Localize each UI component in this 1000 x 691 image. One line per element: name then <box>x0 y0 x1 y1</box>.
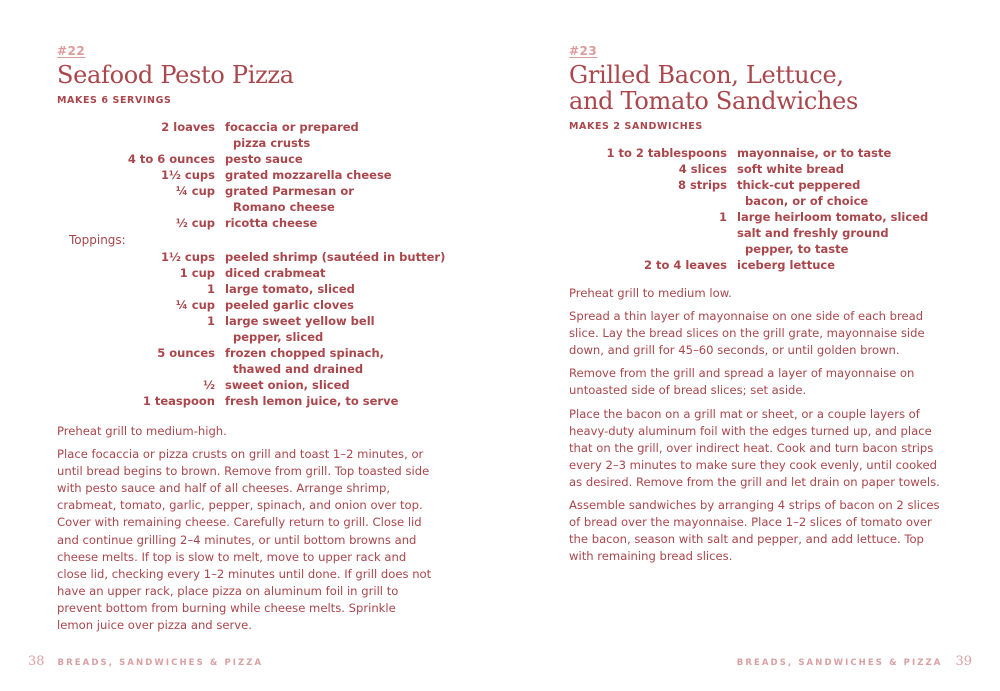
page-footer <box>737 654 972 669</box>
ingredient-row <box>572 145 972 161</box>
topping-row <box>60 297 460 313</box>
ingredient-qty: 1 <box>718 210 727 224</box>
ingredient-row <box>60 167 460 183</box>
ingredient-qty: ¼ cup <box>175 184 215 198</box>
ingredient-qty: 4 to 6 ounces <box>127 152 215 166</box>
page-footer <box>28 654 263 669</box>
ingredient-qty: 1 <box>206 282 215 296</box>
ingredient-row <box>572 209 972 225</box>
ingredient-item: mayonnaise, or to taste <box>737 146 892 160</box>
method-step: Spread a thin layer of mayonnaise on one side of each bread slice. Lay the bread slices on the grill grate, mayonnaise side down, and grill for 45–60 seconds, or until golden brown. <box>569 309 925 358</box>
ingredient-item: peeled shrimp (sautéed in butter) <box>225 250 446 264</box>
ingredients-list <box>60 119 460 409</box>
method-step: Preheat grill to medium-high. <box>57 424 227 438</box>
ingredient-item: iceberg lettuce <box>737 258 836 272</box>
ingredient-item: sweet onion, sliced <box>225 378 350 392</box>
ingredient-row <box>572 161 972 177</box>
ingredient-qty: ½ <box>203 378 215 392</box>
method-step: Place the bacon on a grill mat or sheet, or a couple layers of heavy-duty aluminum foil with the edges turned up, and place that on the grill, over indirect heat. Cook and turn bacon strips every 2–3 minutes to make sure they cook evenly, until cooked as desired. Remove from the grill and let drain on paper towels. <box>569 406 940 489</box>
ingredient-item: grated Parmesan or Romano cheese <box>225 184 354 214</box>
topping-row <box>60 393 460 409</box>
ingredient-row <box>60 183 460 215</box>
ingredient-item: focaccia or prepared pizza crusts <box>225 120 359 150</box>
ingredient-qty: 1 teaspoon <box>142 394 215 408</box>
ingredient-qty: 1 to 2 tablespoons <box>606 146 727 160</box>
topping-row <box>60 249 460 265</box>
topping-row <box>60 345 460 377</box>
ingredient-item: grated mozzarella cheese <box>225 168 392 182</box>
topping-row <box>60 313 460 345</box>
method-step: Place focaccia or pizza crusts on grill and toast 1–2 minutes, or until bread begins to brown. Remove from grill. Top toasted side with pesto sauce and half of all cheeses. Arrange shrimp, crabmeat, tomato, garlic, pepper, spinach, and onion over top. Cover with remaining cheese. Carefully return to grill. Close lid and continue grilling 2–4 minutes, or until bottom browns and cheese melts. If top is slow to melt, move to upper rack and close lid, checking every 1–2 minutes until done. If grill does not have an upper rack, place pizza on aluminum foil in grill to prevent bottom from burning while cheese melts. Sprinkle lemon juice over pizza and serve. <box>57 447 432 633</box>
method-step: Remove from the grill and spread a layer of mayonnaise on untoasted side of bread slices; set aside. <box>569 366 915 398</box>
recipe-number: #23 <box>569 44 598 58</box>
ingredient-qty: ½ cup <box>175 216 215 230</box>
ingredient-item: large sweet yellow bell pepper, sliced <box>225 314 375 344</box>
ingredient-item: thick-cut peppered bacon, or of choice <box>737 178 869 208</box>
recipe-yield: MAKES 2 SANDWICHES <box>569 121 703 132</box>
running-head: BREADS, SANDWICHES & PIZZA <box>57 658 264 668</box>
page-number: 38 <box>28 654 45 669</box>
recipe-yield: MAKES 6 SERVINGS <box>57 95 172 106</box>
page-number: 39 <box>955 654 972 669</box>
ingredient-qty: ¼ cup <box>175 298 215 312</box>
recipe-number: #22 <box>57 44 86 58</box>
method-step: Preheat grill to medium low. <box>569 286 732 300</box>
ingredient-qty: 2 to 4 leaves <box>643 258 727 272</box>
right-page <box>500 0 1000 691</box>
ingredient-qty: 8 strips <box>677 178 727 192</box>
ingredient-row <box>60 215 460 231</box>
ingredient-row <box>572 177 972 209</box>
recipe-title: Grilled Bacon, Lettuce, and Tomato Sandwiches <box>569 61 859 115</box>
method-step: Assemble sandwiches by arranging 4 strips of bacon on 2 slices of bread over the mayonnaise. Place 1–2 slices of tomato over the bacon, season with salt and pepper, and add lettuce. Top with remaining bread slices. <box>569 498 940 564</box>
ingredient-qty: 1 <box>206 314 215 328</box>
ingredients-list <box>572 145 972 273</box>
ingredient-qty: 2 loaves <box>161 120 215 134</box>
recipe-title: Seafood Pesto Pizza <box>57 61 294 89</box>
ingredient-item: peeled garlic cloves <box>225 298 354 312</box>
ingredient-item: fresh lemon juice, to serve <box>225 394 399 408</box>
ingredient-row <box>572 257 972 273</box>
ingredient-item: frozen chopped spinach, thawed and drained <box>225 346 385 376</box>
ingredient-qty: 5 ounces <box>157 346 215 360</box>
ingredient-qty: 1½ cups <box>161 250 215 264</box>
topping-row <box>60 281 460 297</box>
ingredient-qty: 1 cup <box>179 266 215 280</box>
ingredient-item: large tomato, sliced <box>225 282 355 296</box>
ingredient-item: pesto sauce <box>225 152 303 166</box>
ingredient-row <box>572 225 972 257</box>
topping-row <box>60 377 460 393</box>
toppings-label: Toppings: <box>69 233 126 247</box>
ingredient-item: salt and freshly ground pepper, to taste <box>737 226 889 256</box>
ingredient-row <box>60 151 460 167</box>
ingredient-qty: 1½ cups <box>161 168 215 182</box>
method-instructions <box>57 423 432 640</box>
topping-row <box>60 265 460 281</box>
ingredient-item: diced crabmeat <box>225 266 326 280</box>
method-instructions <box>569 285 947 571</box>
ingredient-item: soft white bread <box>737 162 844 176</box>
ingredient-row <box>60 119 460 151</box>
ingredient-item: large heirloom tomato, sliced <box>737 210 929 224</box>
ingredient-qty: 4 slices <box>678 162 727 176</box>
ingredient-item: ricotta cheese <box>225 216 318 230</box>
running-head: BREADS, SANDWICHES & PIZZA <box>736 658 943 668</box>
